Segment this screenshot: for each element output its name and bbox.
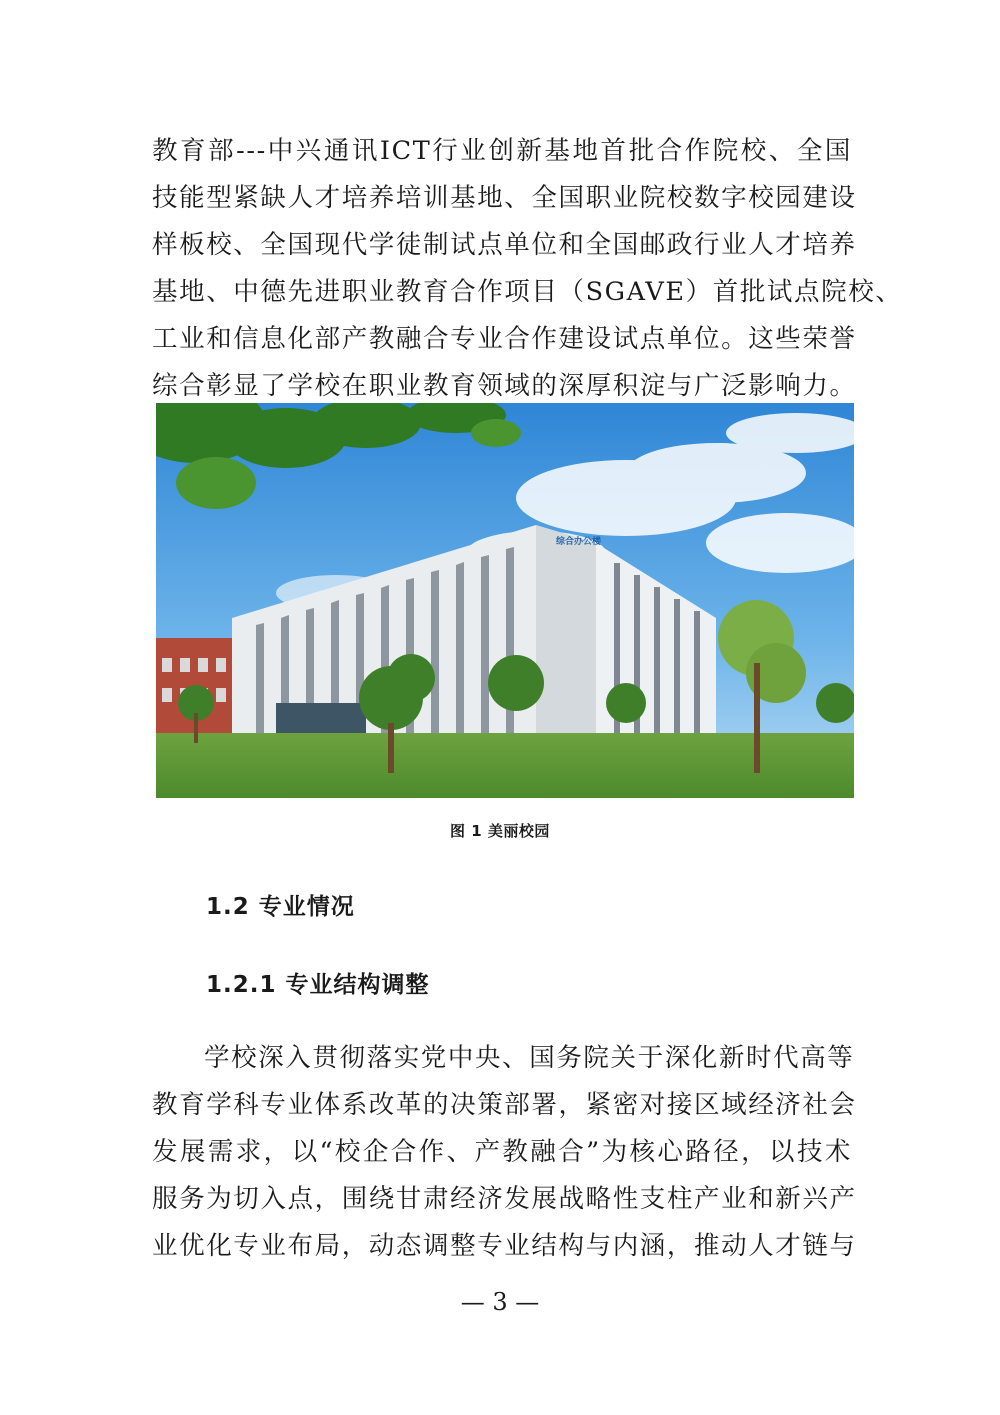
text-line: 学校深入贯彻落实党中央、国务院关于深化新时代高等	[204, 1043, 855, 1073]
campus-photo	[156, 403, 854, 798]
text-line: 综合彰显了学校在职业教育领域的深厚积淀与广泛影响力。	[152, 371, 857, 401]
building-sign: 综合办公楼	[556, 537, 602, 547]
page-number: — 3 —	[460, 1288, 540, 1316]
lawn	[156, 733, 854, 798]
paragraph-structure	[152, 1035, 857, 1270]
section-heading: 1.2 专业情况	[206, 894, 355, 920]
text-line: 技能型紧缺人才培养培训基地、全国职业院校数字校园建设	[152, 183, 857, 213]
text-line: 教育学科专业体系改革的决策部署，紧密对接区域经济社会	[152, 1090, 857, 1120]
text-line: 业优化专业布局，动态调整专业结构与内涵，推动人才链与	[152, 1231, 857, 1261]
text-line: 基地、中德先进职业教育合作项目（SGAVE）首批试点院校、	[152, 277, 903, 307]
text-line: 教育部---中兴通讯ICT行业创新基地首批合作院校、全国	[152, 136, 852, 166]
paragraph-honors	[152, 128, 903, 410]
text-line: 发展需求，以“校企合作、产教融合”为核心路径，以技术	[152, 1137, 852, 1167]
text-line: 服务为切入点，围绕甘肃经济发展战略性支柱产业和新兴产	[152, 1184, 857, 1214]
text-line: 工业和信息化部产教融合专业合作建设试点单位。这些荣誉	[152, 324, 857, 354]
campus-illustration	[156, 403, 854, 798]
figure-caption: 图 1 美丽校园	[450, 822, 550, 840]
text-line: 样板校、全国现代学徒制试点单位和全国邮政行业人才培养	[152, 230, 857, 260]
subsection-heading: 1.2.1 专业结构调整	[206, 972, 430, 998]
